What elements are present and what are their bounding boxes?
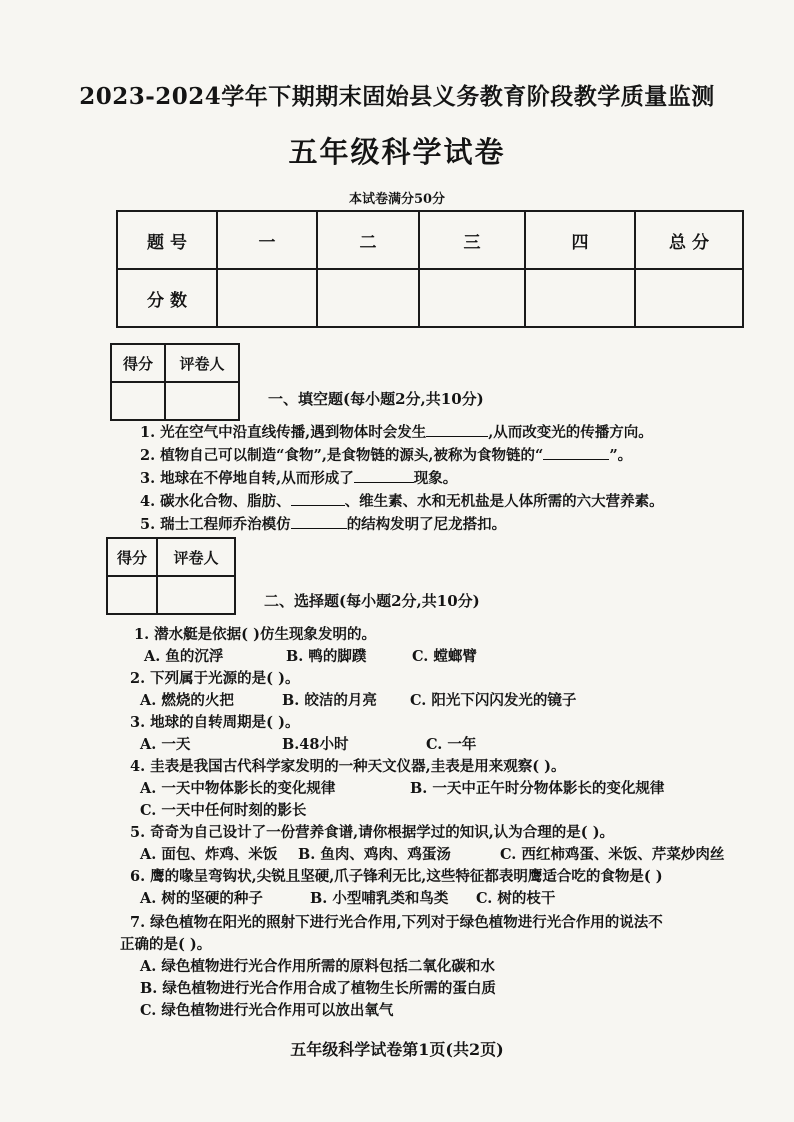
q7-option-b[interactable]: B. 绿色植物进行光合作用合成了植物生长所需的蛋白质 xyxy=(140,980,496,997)
grader-score-cell xyxy=(111,382,165,420)
score-cell xyxy=(317,269,419,327)
score-table-header-row xyxy=(117,211,743,269)
choice-question-5: 5. 奇奇为自己设计了一份营养食谱,请你根据学过的知识,认为合理的是( )。 xyxy=(130,824,615,841)
grader-score-label: 得分 xyxy=(111,344,165,382)
answer-blank[interactable] xyxy=(426,422,488,437)
fill-question-3: 3. 地球在不停地自转,从而形成了 现象。 xyxy=(140,470,458,487)
grader-reviewer-cell xyxy=(157,576,235,614)
q1-option-c[interactable]: C. 螳螂臂 xyxy=(412,648,477,665)
q5-option-c[interactable]: C. 西红柿鸡蛋、米饭、芹菜炒肉丝 xyxy=(500,846,725,863)
grader-box-section-1 xyxy=(110,343,240,421)
score-cell xyxy=(635,269,743,327)
score-label: 分 数 xyxy=(117,269,217,327)
answer-blank[interactable] xyxy=(291,491,345,506)
q7-option-c[interactable]: C. 绿色植物进行光合作用可以放出氧气 xyxy=(140,1002,394,1019)
header-question-number: 题 号 xyxy=(117,211,217,269)
fill-question-1: 1. 光在空气中沿直线传播,遇到物体时会发生 ,从而改变光的传播方向。 xyxy=(140,424,653,441)
grader-score-label: 得分 xyxy=(107,538,157,576)
grader-reviewer-cell xyxy=(165,382,239,420)
choice-question-1: 1. 潜水艇是依据( )仿生现象发明的。 xyxy=(134,626,376,643)
choice-question-7-line-2: 正确的是( )。 xyxy=(120,936,212,953)
grader-reviewer-label: 评卷人 xyxy=(165,344,239,382)
exam-title: 2023-2024学年下期期末固始县义务教育阶段教学质量监测 xyxy=(79,83,715,110)
grader-box-section-2 xyxy=(106,537,236,615)
choice-question-6: 6. 鹰的喙呈弯钩状,尖锐且坚硬,爪子锋利无比,这些特征都表明鹰适合吃的食物是( ) xyxy=(130,868,663,885)
q2-option-b[interactable]: B. 皎洁的月亮 xyxy=(282,692,377,709)
q5-option-b[interactable]: B. 鱼肉、鸡肉、鸡蛋汤 xyxy=(298,846,451,863)
q1-option-b[interactable]: B. 鸭的脚蹼 xyxy=(286,648,367,665)
score-cell xyxy=(419,269,525,327)
score-cell xyxy=(217,269,317,327)
fill-question-4: 4. 碳水化合物、脂肪、 、维生素、水和无机盐是人体所需的六大营养素。 xyxy=(140,493,664,510)
full-mark-note: 本试卷满分50分 xyxy=(348,192,446,207)
choice-question-4: 4. 圭表是我国古代科学家发明的一种天文仪器,圭表是用来观察( )。 xyxy=(130,758,566,775)
exam-subtitle: 五年级科学试卷 xyxy=(288,135,506,169)
grader-reviewer-label: 评卷人 xyxy=(157,538,235,576)
q4-option-b[interactable]: B. 一天中正午时分物体影长的变化规律 xyxy=(410,780,665,797)
page-footer: 五年级科学试卷第1页(共2页) xyxy=(290,1040,504,1059)
fill-question-2: 2. 植物自己可以制造“食物”,是食物链的源头,被称为食物链的“ ”。 xyxy=(140,447,633,464)
q5-option-a[interactable]: A. 面包、炸鸡、米饭 xyxy=(140,846,278,863)
q2-option-a[interactable]: A. 燃烧的火把 xyxy=(140,692,234,709)
header-total: 总 分 xyxy=(635,211,743,269)
answer-blank[interactable] xyxy=(543,445,609,460)
q2-option-c[interactable]: C. 阳光下闪闪发光的镜子 xyxy=(410,692,577,709)
fill-question-5: 5. 瑞士工程师乔治模仿 的结构发明了尼龙搭扣。 xyxy=(140,516,507,533)
header-part-3: 三 xyxy=(419,211,525,269)
header-part-1: 一 xyxy=(217,211,317,269)
q6-option-b[interactable]: B. 小型哺乳类和鸟类 xyxy=(310,890,449,907)
score-table-score-row xyxy=(117,269,743,327)
score-cell xyxy=(525,269,635,327)
score-table xyxy=(116,210,744,328)
q3-option-b[interactable]: B.48小时 xyxy=(282,736,349,753)
answer-blank[interactable] xyxy=(354,468,414,483)
header-part-2: 二 xyxy=(317,211,419,269)
q3-option-c[interactable]: C. 一年 xyxy=(426,736,477,753)
q1-option-a[interactable]: A. 鱼的沉浮 xyxy=(144,648,224,665)
q6-option-a[interactable]: A. 树的坚硬的种子 xyxy=(140,890,263,907)
section-2-title: 二、选择题(每小题2分,共10分) xyxy=(264,592,480,610)
q4-option-a[interactable]: A. 一天中物体影长的变化规律 xyxy=(140,780,336,797)
q6-option-c[interactable]: C. 树的枝干 xyxy=(476,890,556,907)
choice-question-2: 2. 下列属于光源的是( )。 xyxy=(130,670,300,687)
answer-blank[interactable] xyxy=(291,514,347,529)
choice-question-3: 3. 地球的自转周期是( )。 xyxy=(130,714,300,731)
choice-question-7-line-1: 7. 绿色植物在阳光的照射下进行光合作用,下列对于绿色植物进行光合作用的说法不 xyxy=(130,914,663,931)
grader-score-cell xyxy=(107,576,157,614)
q4-option-c[interactable]: C. 一天中任何时刻的影长 xyxy=(140,802,307,819)
q7-option-a[interactable]: A. 绿色植物进行光合作用所需的原料包括二氧化碳和水 xyxy=(140,958,495,975)
section-1-title: 一、填空题(每小题2分,共10分) xyxy=(268,390,484,408)
header-part-4: 四 xyxy=(525,211,635,269)
q3-option-a[interactable]: A. 一天 xyxy=(140,736,191,753)
